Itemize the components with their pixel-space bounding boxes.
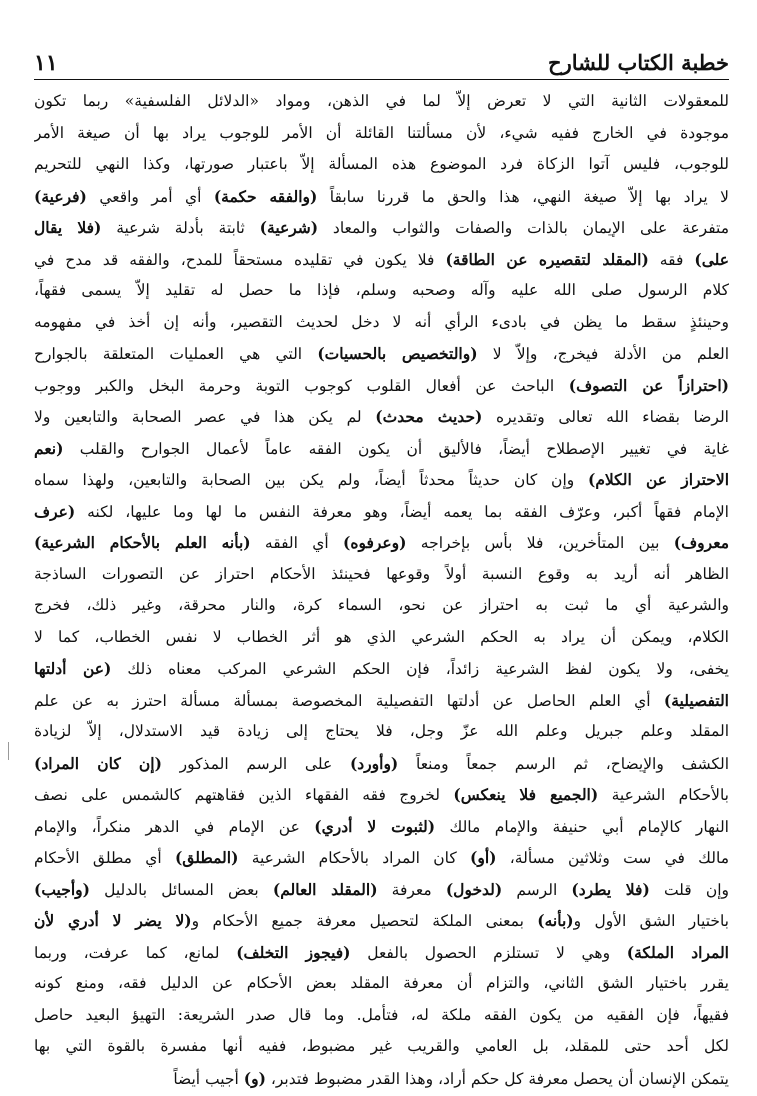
- text-line: [34, 401, 729, 433]
- text-line: [34, 118, 729, 150]
- margin-mark: [8, 742, 10, 760]
- text-segment: بعض المسائل بالدليل: [89, 880, 273, 899]
- bold-term: (والفقه حكمة): [213, 186, 318, 206]
- text-line: [34, 370, 729, 402]
- text-segment: يتمكن الإنسان أن يحصل معرفة كل حكم أراد، وهذا القدر مضبوط فتدبر،: [265, 1069, 729, 1088]
- bold-term: المراد الملكة): [626, 942, 729, 962]
- text-line: [34, 811, 729, 843]
- text-segment: متفرعة على الإيمان بالذات والصفات والثواب والمعاد: [318, 219, 729, 237]
- text-segment: أي العلم الحاصل عن أدلتها التفصيلية المخصوصة بمسألة مسألة احترز به عن علم: [34, 691, 664, 710]
- text-segment: الكلام، ويمكن أن يراد به الحكم الشرعي الذي هو أثر الخطاب لا نفس الخطاب، كما لا: [34, 627, 729, 646]
- text-segment: النهار كالإمام أبي حنيفة والإمام مالك: [435, 817, 729, 836]
- bold-term: (عن أدلتها: [34, 659, 112, 678]
- page-header: [34, 38, 729, 78]
- text-segment: بين المتأخرين، فلا بأس بإخراجه: [406, 534, 674, 552]
- text-line: [34, 244, 729, 276]
- text-line: [34, 149, 729, 181]
- bold-term: (فيجوز التخلف): [236, 942, 351, 962]
- bold-term: (لا يضر لا أدري لأن: [34, 911, 192, 930]
- bold-term: (المقلد العالم): [272, 879, 378, 899]
- text-line: [34, 590, 729, 622]
- bold-term: (الجميع فلا ينعكس): [453, 785, 599, 804]
- text-line: [34, 905, 729, 937]
- bold-term: الاحتراز عن الكلام): [588, 470, 729, 489]
- text-segment: لمانع، كما عرفت، وربما: [34, 943, 237, 962]
- text-segment: لكل أحد حتى للمقلد، بل العامي والقريب غير مضبوط، ففيه أنها مفسرة بالقوة التي بها: [34, 1037, 729, 1055]
- bold-term: (فرعية): [34, 186, 87, 206]
- bold-term: (احترازاً عن التصوف): [568, 375, 729, 395]
- text-segment: أجيب أيضاً: [173, 1069, 244, 1088]
- text-segment: أي أمر واقعي: [86, 187, 214, 206]
- text-line: [34, 937, 729, 969]
- text-segment: يقرر باختيار الشق الثاني، والتزام أن معرفة المقلد بعض الأحكام عن الدليل فقه، ومنع كونه: [34, 974, 729, 992]
- text-segment: الظاهر أنه أريد به وقوع النسبة أولاً وقوعها فحينئذ الأحكام احتراز عن التصورات الساذجة: [34, 564, 729, 583]
- text-segment: وحينئذٍ سقط ما يظن في بادىء الرأي أنه لا دخل لحديث التقصير، وأنه إن أخذ في مفهومه: [34, 312, 729, 331]
- text-segment: لا يراد بها إلاّ صيغة النهي، هذا والحق ما قررنا سابقاً: [317, 187, 729, 206]
- text-segment: المقلد وعلم جبريل وعلم الله عزّ وجل، فلا يحتاج إلى زيادة قيد الاستدلال، إلاّ لزيادة: [34, 722, 729, 740]
- text-line: [34, 748, 729, 780]
- bold-term: (إن كان المراد): [34, 753, 162, 773]
- text-segment: العلم من الأدلة فيخرج، وإلاّ لا: [477, 345, 729, 363]
- bold-term: (المطلق): [174, 848, 239, 867]
- bold-term: (لدخول): [445, 879, 503, 899]
- text-segment: بمعنى الملكة لتحصيل معرفة جميع الأحكام و: [191, 912, 538, 930]
- text-line: [34, 307, 729, 339]
- text-segment: فلا يكون في تقليده مستحقاً للمدح، والفقه قد مدح في: [34, 250, 446, 269]
- bold-term: التفصيلية): [663, 690, 729, 710]
- text-line: [34, 86, 729, 118]
- text-segment: فقيهاً، فإن الفقيه من يكون الفقه ملكة له، فتأمل. وما قال صدر الشريعة: التهيؤ البعيد حاصل: [34, 1005, 729, 1024]
- bold-term: (وعرفوه): [343, 533, 407, 552]
- bold-term: (حديث محدث): [375, 407, 483, 426]
- text-segment: باختيار الشق الأول و: [573, 912, 729, 930]
- text-segment: الكشف والإيضاح، ثم الرسم جمعاً ومنعاً: [398, 754, 729, 773]
- bold-term: (وأورد): [349, 753, 399, 773]
- text-segment: والشرعية أي ما ثبت به احتراز عن نحو، السماء كرة، والنار محرقة، وغير ذلك، فخرج: [34, 596, 729, 614]
- text-segment: لم يكن هذا في عصر الصحابة والتابعين ولا: [34, 408, 376, 426]
- running-title: خطبة الكتاب للشارح: [548, 50, 729, 75]
- text-segment: التي هي العمليات المتعلقة بالجوارح: [34, 345, 318, 363]
- text-line: [34, 653, 729, 685]
- bold-term: (المقلد لتقصيره عن الطاقة): [445, 249, 649, 269]
- text-segment: بالأحكام الشرعية: [598, 786, 729, 804]
- bold-term: (نعم: [34, 438, 64, 458]
- bold-term: (وأجيب): [34, 879, 90, 899]
- bold-term: (لثبوت لا أدري): [314, 816, 436, 836]
- bold-term: (بأنه): [537, 911, 574, 930]
- text-line: [34, 622, 729, 654]
- text-segment: يخفى، ولا يكون لفظ الشرعية زائداً، فإن الحكم الشرعي المركب معناه ذلك: [111, 660, 729, 678]
- text-segment: عن الإمام في الدهر منكراً، والإمام: [34, 817, 315, 836]
- text-line: [34, 181, 729, 213]
- text-segment: غاية في تغيير الإصطلاح أيضاً، فالأليق أن يكون الفقه عاماً لأعمال الجوارح والقلب: [63, 439, 729, 458]
- bold-term: على): [694, 249, 729, 269]
- text-line: [34, 433, 729, 465]
- text-segment: الرضا بقضاء الله تعالى وتقديره: [482, 408, 729, 426]
- text-line: [34, 275, 729, 307]
- text-line: [34, 1063, 729, 1095]
- bold-term: (و): [243, 1068, 266, 1088]
- text-segment: كلام الرسول صلى الله عليه وآله وصحبه وسلم، فإذا ما حصل له تقليد إلاّ يسمى فقهاً،: [34, 281, 729, 299]
- bold-term: (فلا يقال: [34, 218, 102, 237]
- text-segment: أي مطلق الأحكام: [34, 849, 175, 867]
- header-rule: [34, 79, 729, 80]
- text-segment: وهي لا تستلزم الحصول بالفعل: [350, 943, 627, 962]
- page-number: ١١: [34, 50, 58, 76]
- text-line: [34, 968, 729, 1000]
- text-line: [34, 1000, 729, 1032]
- text-line: [34, 779, 729, 811]
- text-line: [34, 212, 729, 244]
- text-segment: للوجوب، فليس آتوا الزكاة فرد الموضوع هذه المسألة إلاّ باعتبار صورتها، وكذا النهي للتحريم: [34, 155, 729, 173]
- text-segment: أي الفقه: [250, 534, 343, 552]
- text-segment: موجودة في الخارج ففيه شيء، لأن مسألتنا القائلة أن الأمر للوجوب يراد بها أن صيغة الأمر: [34, 123, 729, 142]
- text-line: [34, 1031, 729, 1063]
- text-segment: وإن قلت: [649, 880, 729, 899]
- bold-term: (أو): [470, 848, 497, 867]
- text-line: [34, 716, 729, 748]
- text-segment: ثابتة بأدلة شرعية: [101, 219, 260, 237]
- text-segment: للمعقولات الثانية التي لا تعرض إلاّ لما في الذهن، ومواد «الدلائل الفلسفية» ربما تكون: [34, 92, 729, 110]
- text-segment: الإمام فقهاً أكبر، وعرّف الفقه بما يعمه أيضاً، وهو معرفة النفس ما لها وما عليها، لكنه: [75, 502, 729, 521]
- text-segment: وإن كان حديثاً محدثاً أيضاً، ولم يكن بين الصحابة والتابعين، ولهذا سماه: [34, 471, 588, 489]
- body-text: [34, 86, 729, 1094]
- text-line: [34, 464, 729, 496]
- text-segment: معرفة: [377, 880, 446, 899]
- bold-term: معروف): [673, 533, 729, 552]
- text-line: [34, 338, 729, 370]
- bold-term: (عرف: [34, 501, 76, 521]
- text-line: [34, 527, 729, 559]
- text-segment: كان المراد بالأحكام الشرعية: [238, 849, 471, 867]
- text-segment: مالك في ست وثلاثين مسألة،: [496, 849, 729, 867]
- text-segment: لخروج فقه الفقهاء الذين فقاهتهم كالشمس على نصف: [34, 786, 454, 804]
- bold-term: (شرعية): [259, 218, 319, 237]
- text-segment: على الرسم المذكور: [161, 754, 350, 773]
- text-segment: الباحث عن أفعال القلوب كوجوب التوبة وحرمة البخل والكبر ووجوب: [34, 376, 569, 395]
- text-line: [34, 496, 729, 528]
- text-line: [34, 874, 729, 906]
- bold-term: (فلا يطرد): [571, 879, 650, 899]
- text-line: [34, 842, 729, 874]
- text-line: [34, 559, 729, 591]
- text-line: [34, 685, 729, 717]
- bold-term: (والتخصيص بالحسيات): [317, 344, 478, 363]
- text-segment: الرسم: [502, 880, 572, 899]
- bold-term: (بأنه العلم بالأحكام الشرعية): [34, 533, 251, 552]
- text-segment: فقه: [648, 250, 695, 269]
